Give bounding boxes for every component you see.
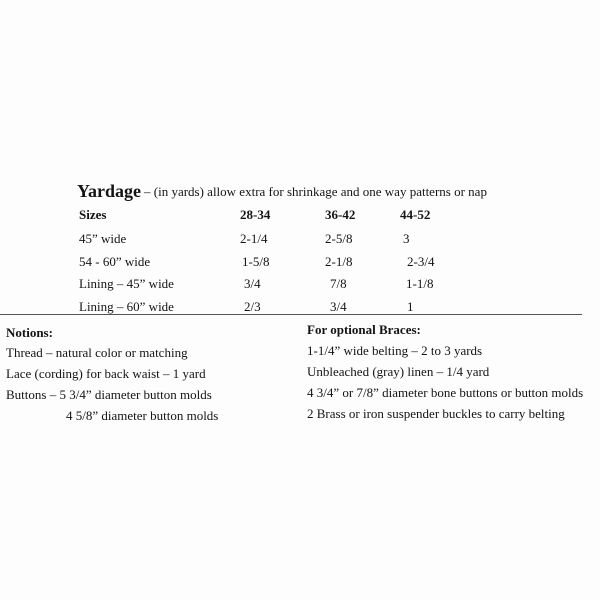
table-cell: 3 [403,231,410,246]
table-cell: 3/4 [330,299,347,314]
list-item: Thread – natural color or matching [6,345,188,360]
braces-title: For optional Braces: [307,322,421,337]
row-label: 45” wide [79,231,127,246]
table-cell: 3/4 [244,276,261,291]
list-item: 1-1/4” wide belting – 2 to 3 yards [307,343,483,358]
table-cell: 1-5/8 [242,254,270,269]
yardage-title: Yardage [77,181,141,201]
table-cell: 2-1/4 [240,231,268,246]
table-cell: 2-1/8 [325,254,353,269]
list-item: Buttons – 5 3/4” diameter button molds [6,387,212,402]
notions-title: Notions: [6,325,53,340]
list-item: Lace (cording) for back waist – 1 yard [6,366,206,381]
row-label: 54 - 60” wide [79,254,151,269]
table-cell: 1-1/8 [406,276,434,291]
column-header-28-34: 28-34 [240,207,271,222]
list-item: 4 3/4” or 7/8” diameter bone buttons or button molds [307,385,584,400]
list-item: 4 5/8” diameter button molds [66,408,219,423]
table-cell: 7/8 [330,276,347,291]
table-cell: 2-5/8 [325,231,353,246]
row-label: Lining – 60” wide [79,299,174,314]
table-cell: 2-3/4 [407,254,435,269]
list-item: Unbleached (gray) linen – 1/4 yard [307,364,490,379]
column-header-44-52: 44-52 [400,207,431,222]
divider [0,314,582,315]
list-item: 2 Brass or iron suspender buckles to carry belting [307,406,565,421]
table-cell: 1 [407,299,414,314]
table-cell: 2/3 [244,299,261,314]
column-header-sizes: Sizes [79,207,107,222]
yardage-subtitle: – (in yards) allow extra for shrinkage and one way patterns or nap [144,184,487,199]
row-label: Lining – 45” wide [79,276,174,291]
column-header-36-42: 36-42 [325,207,356,222]
